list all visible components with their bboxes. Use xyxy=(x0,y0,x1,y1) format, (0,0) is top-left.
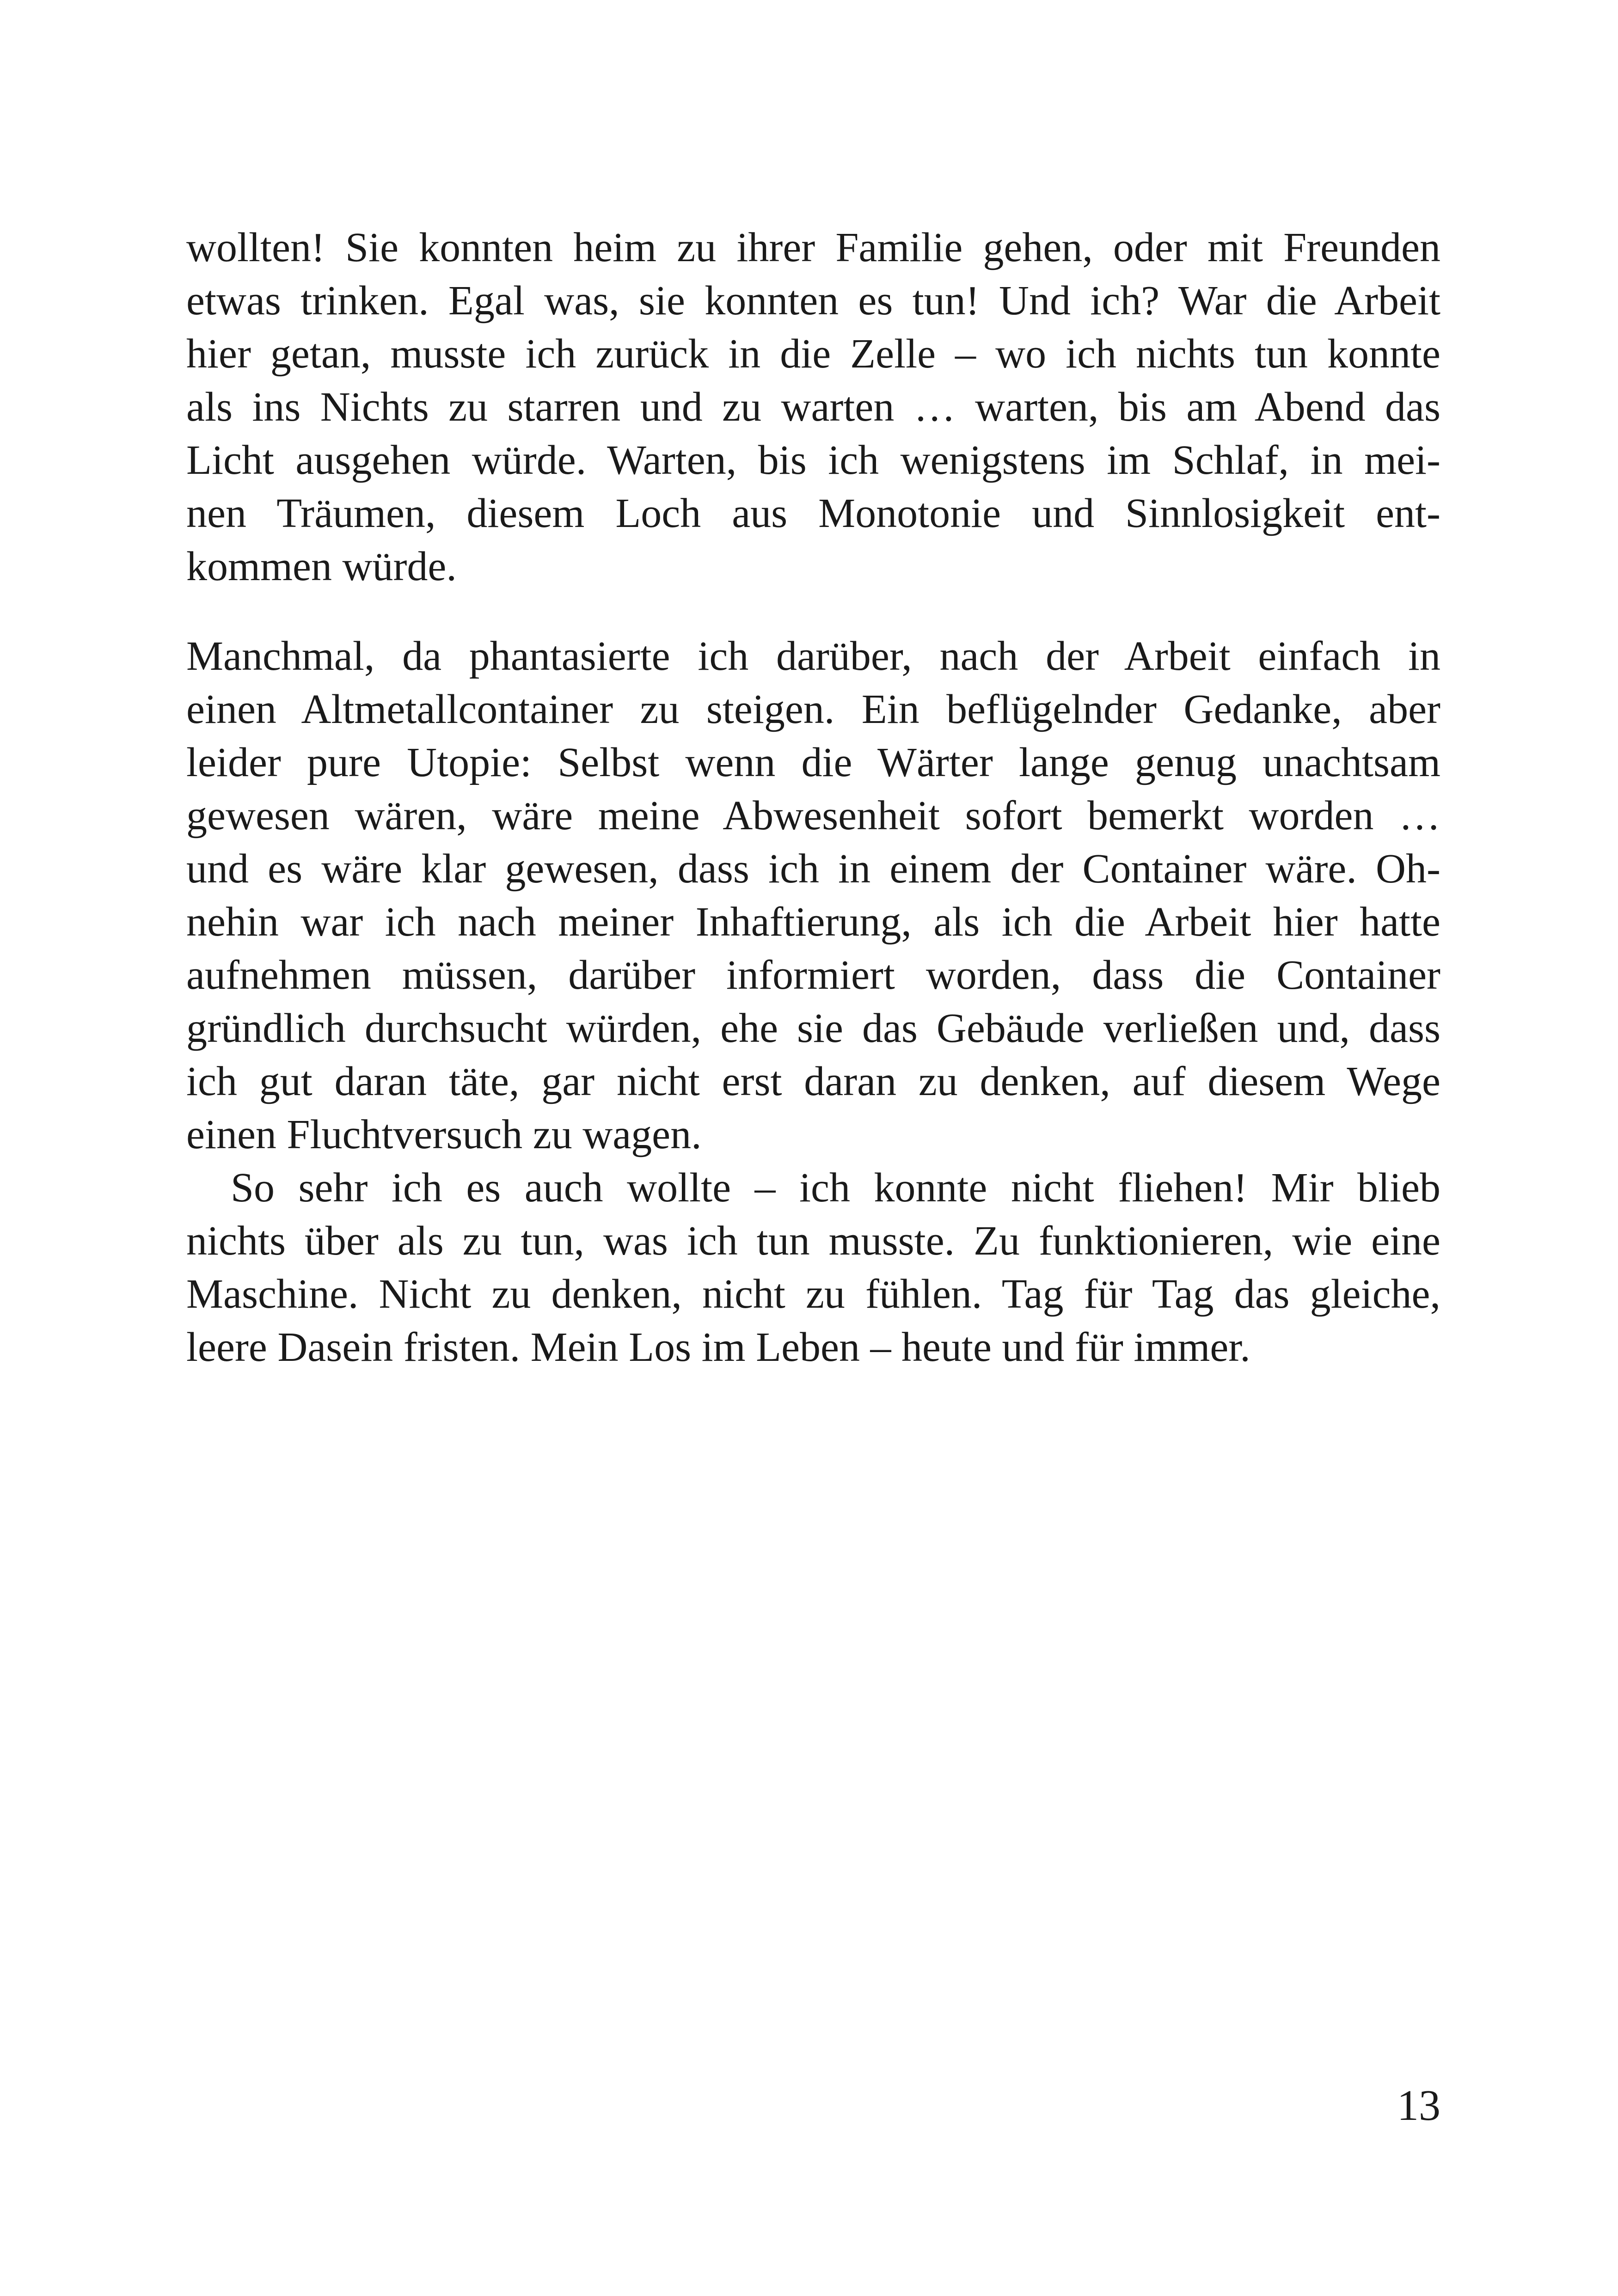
text-line: einen Fluchtversuch zu wagen. xyxy=(186,1112,702,1157)
text-line: ich gut daran täte, gar nicht erst daran zu denken, auf diesem Wege xyxy=(186,1059,1440,1104)
text-line: gewesen wären, wäre meine Abwesenheit sofort bemerkt worden … xyxy=(186,793,1440,839)
text-line: als ins Nichts zu starren und zu warten … warten, bis am Abend das xyxy=(186,384,1440,430)
paragraph-1 xyxy=(186,221,1440,593)
paragraph-2 xyxy=(186,630,1440,1161)
text-line: und es wäre klar gewesen, dass ich in einem der Container wäre. Oh- xyxy=(186,846,1440,892)
text-line: aufnehmen müssen, darüber informiert worden, dass die Container xyxy=(186,952,1440,998)
text-line: nichts über als zu tun, was ich tun musste. Zu funktionieren, wie eine xyxy=(186,1218,1440,1264)
paragraph-group xyxy=(186,630,1440,1374)
text-line: nehin war ich nach meiner Inhaftierung, als ich die Arbeit hier hatte xyxy=(186,899,1440,945)
text-line: Licht ausgehen würde. Warten, bis ich wenigstens im Schlaf, in mei- xyxy=(186,437,1440,483)
text-line: etwas trinken. Egal was, sie konnten es tun! Und ich? War die Arbeit xyxy=(186,278,1440,324)
text-line: nen Träumen, diesem Loch aus Monotonie und Sinnlosigkeit ent- xyxy=(186,490,1440,536)
text-line: leider pure Utopie: Selbst wenn die Wärter lange genug unachtsam xyxy=(186,740,1440,785)
page-number: 13 xyxy=(1397,2082,1440,2130)
text-line: So sehr ich es auch wollte – ich konnte nicht fliehen! Mir blieb xyxy=(231,1165,1440,1211)
text-line: wollten! Sie konnten heim zu ihrer Familie gehen, oder mit Freunden xyxy=(186,225,1440,270)
text-line: Maschine. Nicht zu denken, nicht zu fühlen. Tag für Tag das gleiche, xyxy=(186,1271,1440,1317)
paragraph-3 xyxy=(186,1161,1440,1374)
text-line: einen Altmetallcontainer zu steigen. Ein beflügelnder Gedanke, aber xyxy=(186,686,1440,732)
text-line: leere Dasein fristen. Mein Los im Leben – heute und für immer. xyxy=(186,1324,1250,1370)
text-line: hier getan, musste ich zurück in die Zelle – wo ich nichts tun konnte xyxy=(186,331,1440,377)
text-line: Manchmal, da phantasierte ich darüber, nach der Arbeit einfach in xyxy=(186,633,1440,679)
text-line: kommen würde. xyxy=(186,544,457,589)
text-line: gründlich durchsucht würden, ehe sie das Gebäude verließen und, dass xyxy=(186,1005,1440,1051)
